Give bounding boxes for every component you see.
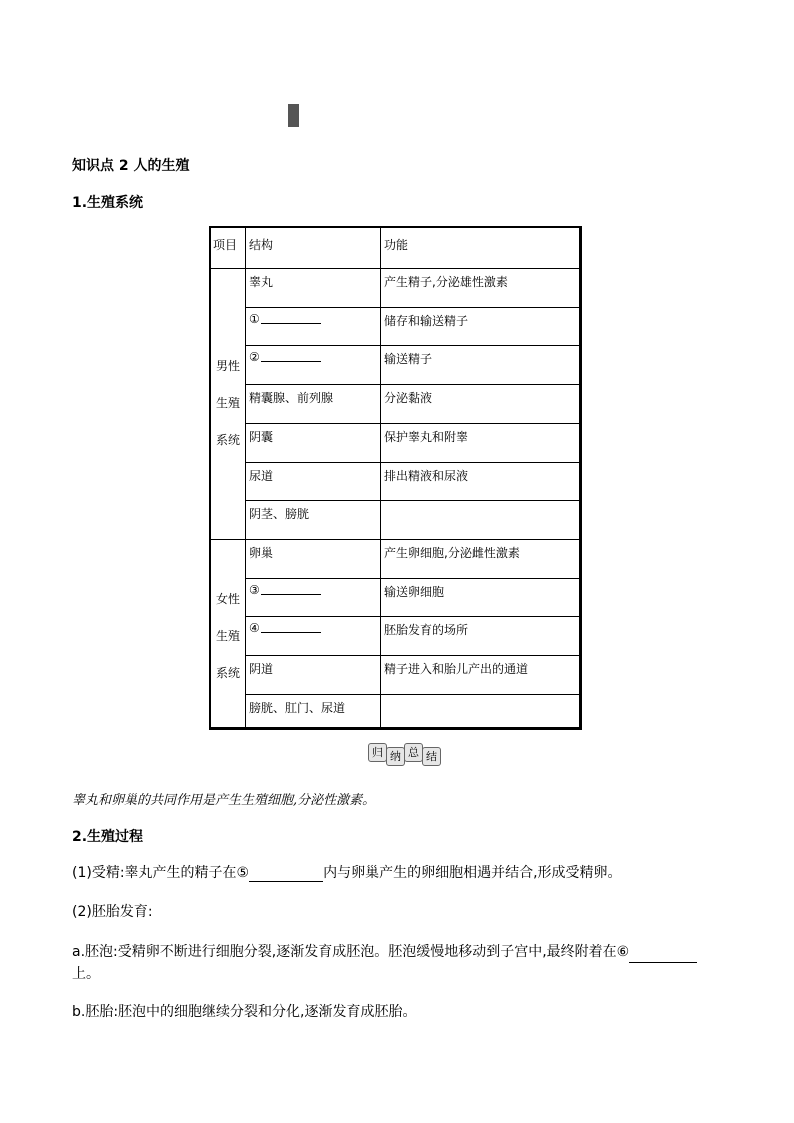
summary-badge	[368, 741, 438, 765]
male-system-label: 生殖	[215, 396, 240, 411]
header-item: 项目	[213, 238, 238, 252]
row-divider	[245, 578, 579, 579]
paragraph-embryo-heading: (2)胚胎发育:	[72, 904, 153, 920]
row-divider	[211, 268, 579, 269]
function-cell: 保护睾丸和附睾	[384, 429, 469, 444]
answer-blank[interactable]	[261, 353, 321, 362]
subsection-title: 1.生殖系统	[72, 195, 144, 211]
row-divider	[211, 539, 579, 540]
function-cell: 输送精子	[384, 352, 433, 367]
function-cell: 精子进入和胎儿产出的通道	[384, 662, 529, 676]
reproductive-system-table	[209, 226, 582, 730]
paragraph-blastocyst	[72, 941, 732, 985]
structure-cell: 阴茎、膀胱	[249, 507, 310, 522]
paragraph-embryo: b.胚胎:胚泡中的细胞继续分裂和分化,逐渐发育成胚胎。	[72, 1004, 417, 1020]
paragraph-fertilization	[72, 862, 622, 882]
header-function: 功能	[384, 238, 409, 252]
function-cell: 产生卵细胞,分泌雌性激素	[384, 545, 520, 560]
structure-cell: 卵巢	[249, 545, 274, 560]
function-cell: 储存和输送精子	[384, 313, 469, 328]
structure-cell: 阴道	[249, 662, 274, 676]
row-divider	[245, 462, 579, 463]
answer-blank[interactable]	[261, 315, 321, 324]
paragraph-text: a.胚泡:受精卵不断进行细胞分裂,逐渐发育成胚泡。胚泡缓慢地移动到子宫中,最终附着在⑥	[72, 944, 630, 960]
row-divider	[245, 655, 579, 656]
structure-cell: 睾丸	[249, 275, 274, 289]
row-divider	[245, 694, 579, 695]
male-system-label: 男性	[215, 359, 240, 374]
row-divider	[245, 500, 579, 501]
paragraph-text: (1)受精:睾丸产生的精子在⑤	[72, 865, 250, 881]
structure-cell: ②	[249, 350, 260, 365]
structure-cell: ①	[249, 311, 260, 326]
structure-cell: ③	[249, 582, 260, 597]
paragraph-text: 上。	[72, 966, 100, 982]
section-heading: 知识点 2 人的生殖	[72, 158, 190, 174]
badge-char: 归	[368, 743, 387, 762]
function-cell: 输送卵细胞	[384, 584, 445, 599]
header-structure: 结构	[249, 238, 274, 252]
structure-cell: 阴囊	[249, 429, 274, 444]
answer-blank-5[interactable]	[249, 867, 323, 882]
function-cell: 胚胎发育的场所	[384, 623, 469, 638]
badge-char: 纳	[386, 747, 405, 766]
female-system-label: 系统	[215, 665, 240, 680]
female-system-label: 女性	[215, 591, 240, 606]
subsection-title-2: 2.生殖过程	[72, 829, 144, 845]
structure-cell: 尿道	[249, 468, 274, 483]
row-divider	[245, 423, 579, 424]
function-cell: 排出精液和尿液	[384, 468, 469, 483]
row-divider	[245, 616, 579, 617]
female-system-label: 生殖	[215, 628, 240, 643]
scan-marker	[288, 104, 299, 127]
answer-blank[interactable]	[261, 586, 321, 595]
function-cell: 分泌黏液	[384, 391, 433, 406]
paragraph-text: 内与卵巢产生的卵细胞相遇并结合,形成受精卵。	[323, 865, 622, 881]
row-divider	[245, 384, 579, 385]
answer-blank[interactable]	[261, 624, 321, 633]
badge-char: 总	[404, 743, 423, 762]
structure-cell: ④	[249, 621, 260, 636]
male-system-label: 系统	[215, 433, 240, 448]
structure-cell: 精囊腺、前列腺	[249, 391, 334, 406]
answer-blank-6[interactable]	[629, 948, 697, 963]
row-divider	[245, 345, 579, 346]
badge-char: 结	[422, 747, 441, 766]
summary-text: 睾丸和卵巢的共同作用是产生生殖细胞,分泌性激素。	[72, 793, 376, 808]
function-cell: 产生精子,分泌雄性激素	[384, 275, 508, 289]
row-divider	[245, 307, 579, 308]
structure-cell: 膀胱、肛门、尿道	[249, 700, 346, 715]
